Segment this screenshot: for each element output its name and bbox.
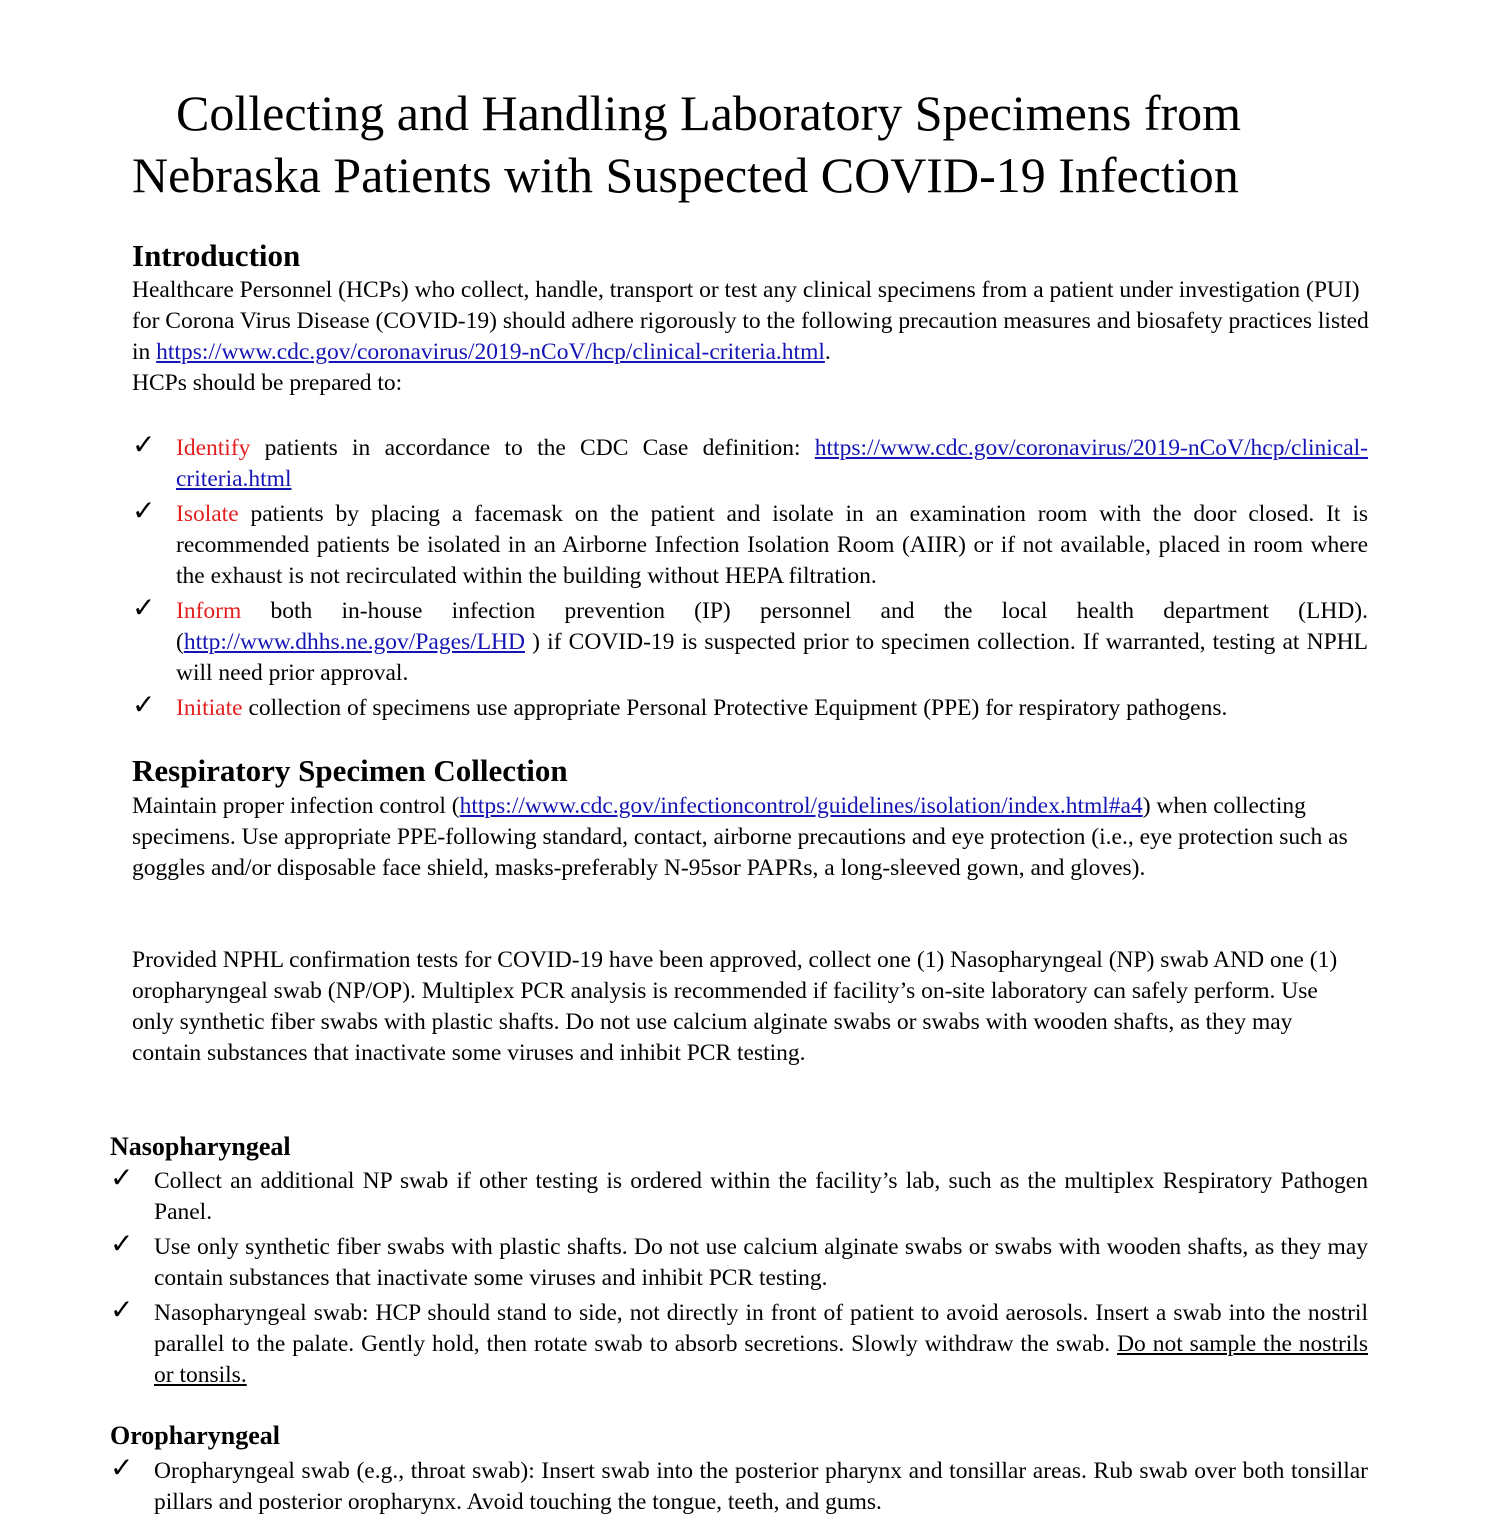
cdc-isolation-guidelines-link[interactable]: https://www.cdc.gov/infectioncontrol/guidelines/isolation/index.html#a4 <box>459 793 1143 819</box>
oropharyngeal-heading: Oropharyngeal <box>110 1421 280 1450</box>
keyword-isolate: Isolate <box>176 501 239 527</box>
list-item-np-3 <box>110 1293 1368 1391</box>
item-text: collection of specimens use appropriate Personal Protective Equipment (PPE) for respiratory pathogens. <box>242 695 1228 721</box>
title-line-2: Nebraska Patients with Suspected COVID-19 Infection <box>132 147 1239 203</box>
list-item-isolate <box>132 494 1368 592</box>
respiratory-heading: Respiratory Specimen Collection <box>132 753 568 788</box>
list-item-np-1 <box>110 1161 1368 1228</box>
dhhs-lhd-link[interactable]: http://www.dhhs.ne.gov/Pages/LHD <box>183 629 525 655</box>
item-text: both in-house infection prevention (IP) personnel and the local health department (LHD). ( <box>176 598 1368 655</box>
list-item-np-2 <box>110 1227 1368 1294</box>
intro-line2: HCPs should be prepared to: <box>132 370 403 396</box>
checkmark-icon: ✓ <box>132 688 156 721</box>
introduction-checklist <box>132 428 1368 728</box>
list-item-inform <box>132 591 1368 689</box>
oropharyngeal-checklist <box>110 1451 1368 1522</box>
introduction-heading: Introduction <box>132 238 301 273</box>
introduction-paragraph <box>132 275 1372 399</box>
respiratory-paragraph-1 <box>132 791 1372 884</box>
resp-text: Maintain proper infection control ( <box>132 793 460 819</box>
checkmark-icon: ✓ <box>110 1293 134 1326</box>
item-text: patients by placing a facemask on the patient and isolate in an examination room with the door closed. It is recommended patients be isolated in an Airborne Infection Isolation Room (AIIR) or if not available, placed in room where the exhaust is not recirculated within the building without HEPA filtration. <box>176 501 1368 589</box>
checkmark-icon: ✓ <box>110 1227 134 1260</box>
checkmark-icon: ✓ <box>110 1451 134 1484</box>
resp-text-after: ) when collecting specimens. Use appropriate PPE-following standard, contact, airborne precautions and eye protection (i.e., eye protection such as goggles and/or disposable face shield, masks-preferably N-95sor PAPRs, a long-sleeved gown, and gloves). <box>132 793 1348 881</box>
underlined-warning: Do not sample the nostrils or tonsils. <box>154 1331 1368 1388</box>
item-text: patients in accordance to the CDC Case definition: <box>250 435 815 461</box>
cdc-case-definition-link[interactable]: https://www.cdc.gov/coronavirus/2019-nCoV/hcp/clinical-criteria.html <box>176 435 1368 492</box>
keyword-initiate: Initiate <box>176 695 243 721</box>
cdc-clinical-criteria-link[interactable]: https://www.cdc.gov/coronavirus/2019-nCoV/hcp/clinical-criteria.html <box>156 339 825 365</box>
respiratory-paragraph-2: Provided NPHL confirmation tests for COVID-19 have been approved, collect one (1) Nasopharyngeal (NP) swab AND one (1) oropharyngeal swab (NP/OP). Multiplex PCR analysis is recommended if facility’s on-site laboratory can safely perform. Use only synthetic fiber swabs with plastic shafts. Do not use calcium alginate swabs or swabs with wooden shafts, as they may contain substances that inactivate some viruses and inhibit PCR testing. <box>132 947 1338 1066</box>
keyword-inform: Inform <box>176 598 242 624</box>
item-text: Nasopharyngeal swab: HCP should stand to side, not directly in front of patient to avoid aerosols. Insert a swab into the nostril parallel to the palate. Gently hold, then rotate swab to absorb secretions. Slowly withdraw the swab. <box>154 1300 1368 1357</box>
list-item-initiate <box>132 688 1368 724</box>
item-text: Use only synthetic fiber swabs with plastic shafts. Do not use calcium alginate swabs or swabs with wooden shafts, as they may contain substances that inactivate some viruses and inhibit PCR testing. <box>154 1234 1368 1291</box>
list-item-identify <box>132 428 1368 495</box>
keyword-identify: Identify <box>176 435 251 461</box>
checkmark-icon: ✓ <box>132 591 156 624</box>
nasopharyngeal-heading: Nasopharyngeal <box>110 1132 291 1161</box>
document-title <box>132 82 1372 206</box>
title-line-1: Collecting and Handling Laboratory Specimens from <box>176 85 1242 141</box>
item-text: Oropharyngeal swab (e.g., throat swab): Insert swab into the posterior pharynx and tonsillar areas. Rub swab over both tonsillar pillars and posterior oropharynx. Avoid touching the tongue, teeth, and gums. <box>154 1458 1368 1515</box>
checkmark-icon: ✓ <box>132 428 156 461</box>
nasopharyngeal-checklist <box>110 1161 1368 1395</box>
intro-text: Healthcare Personnel (HCPs) who collect, handle, transport or test any clinical specimens from a patient under investigation (PUI) for Corona Virus Disease (COVID-19) should adhere rigorously to the following precaution measures and biosafety practices listed in <box>132 277 1369 365</box>
checkmark-icon: ✓ <box>110 1161 134 1194</box>
item-text-after: ) if COVID-19 is suspected prior to specimen collection. If warranted, testing at NPHL will need prior approval. <box>176 629 1368 686</box>
checkmark-icon: ✓ <box>132 494 156 527</box>
list-item-op-1 <box>110 1451 1368 1518</box>
item-text: Collect an additional NP swab if other testing is ordered within the facility’s lab, such as the multiplex Respiratory Pathogen Panel. <box>154 1168 1368 1225</box>
intro-period: . <box>824 339 831 365</box>
